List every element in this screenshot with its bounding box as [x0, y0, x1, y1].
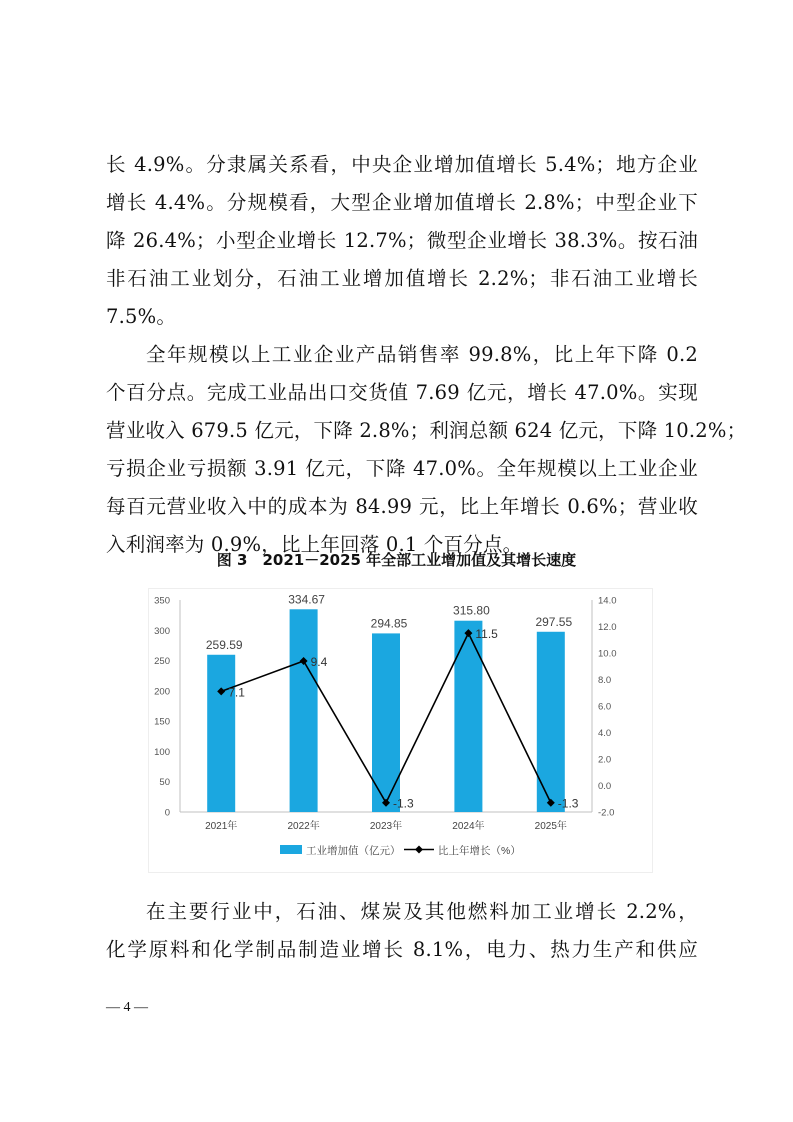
bar-value-label: 294.85	[370, 616, 408, 631]
legend-line-label: 比上年增长（%）	[438, 845, 521, 857]
text-line: 降 26.4%；小型企业增长 12.7%；微型企业增长 38.3%。按石油	[106, 229, 698, 252]
bar-value-label: 297.55	[535, 614, 573, 629]
industrial-value-added-chart	[148, 588, 653, 873]
bar-value-label: 315.80	[453, 603, 490, 618]
growth-value-label: -1.3	[557, 796, 579, 811]
bar-2022年	[290, 609, 318, 812]
right-tick-label: 8.0	[598, 675, 612, 686]
text-line: 全年规模以上工业企业产品销售率 99.8%，比上年下降 0.2	[146, 343, 698, 366]
right-tick-label: 12.0	[598, 622, 617, 633]
figure-caption: 图 3 2021－2025 年全部工业增加值及其增长速度	[216, 551, 577, 569]
right-tick-label: 14.0	[598, 595, 617, 607]
paragraph-main-industries	[106, 893, 698, 969]
growth-value-label: 9.4	[310, 654, 328, 669]
left-tick-label: 100	[154, 746, 170, 758]
right-tick-label: -2.0	[598, 807, 615, 819]
text-line: 营业收入 679.5 亿元，下降 2.8%；利润总额 624 亿元，下降 10.2%；	[106, 419, 747, 442]
paragraph-industry-breakdown	[106, 146, 698, 336]
left-tick-label: 350	[154, 595, 170, 607]
left-tick-label: 50	[159, 777, 170, 789]
text-line: 个百分点。完成工业品出口交货值 7.69 亿元，增长 47.0%。实现	[106, 381, 698, 404]
page-number: — 4 —	[106, 1000, 148, 1015]
legend-bar-swatch	[280, 845, 302, 854]
right-tick-label: 6.0	[598, 701, 612, 713]
left-tick-label: 0	[164, 807, 170, 819]
text-line: 长 4.9%。分隶属关系看，中央企业增加值增长 5.4%；地方企业	[106, 153, 698, 176]
x-tick-label: 2021年	[205, 821, 238, 832]
text-line: 入利润率为 0.9%，比上年回落 0.1 个百分点。	[106, 533, 523, 556]
growth-value-label: -1.3	[393, 796, 414, 811]
left-tick-label: 300	[154, 625, 170, 637]
left-tick-label: 250	[154, 656, 170, 668]
growth-value-label: 7.1	[228, 685, 245, 700]
text-line: 在主要行业中，石油、煤炭及其他燃料加工业增长 2.2%，	[146, 900, 698, 923]
bar-2024年	[454, 621, 482, 812]
x-tick-label: 2022年	[287, 821, 320, 832]
text-line: 亏损企业亏损额 3.91 亿元，下降 47.0%。全年规模以上工业企业	[106, 457, 698, 480]
bar-value-label: 259.59	[205, 637, 243, 652]
right-tick-label: 0.0	[598, 781, 612, 792]
right-tick-label: 4.0	[598, 728, 612, 739]
right-tick-label: 10.0	[598, 648, 617, 660]
text-line: 增长 4.4%。分规模看，大型企业增加值增长 2.8%；中型企业下	[106, 191, 698, 214]
bar-2025年	[537, 632, 565, 812]
bar-value-label: 334.67	[288, 592, 325, 607]
x-tick-label: 2025年	[534, 821, 567, 832]
left-tick-label: 200	[154, 686, 170, 698]
text-line: 化学原料和化学制品制造业增长 8.1%，电力、热力生产和供应	[106, 938, 698, 961]
legend-bar-label: 工业增加值（亿元）	[306, 845, 401, 857]
text-line: 非石油工业划分，石油工业增加值增长 2.2%；非石油工业增长	[106, 267, 698, 290]
text-line: 每百元营业收入中的成本为 84.99 元，比上年增长 0.6%；营业收	[106, 495, 698, 518]
x-tick-label: 2024年	[452, 821, 485, 832]
left-tick-label: 150	[154, 716, 170, 728]
chart-svg	[148, 588, 653, 873]
right-tick-label: 2.0	[598, 754, 612, 766]
growth-value-label: 11.5	[475, 627, 498, 642]
x-tick-label: 2023年	[369, 821, 403, 832]
paragraph-sales-profit	[106, 336, 747, 564]
bar-2021年	[207, 655, 235, 812]
text-line: 7.5%。	[106, 305, 177, 328]
